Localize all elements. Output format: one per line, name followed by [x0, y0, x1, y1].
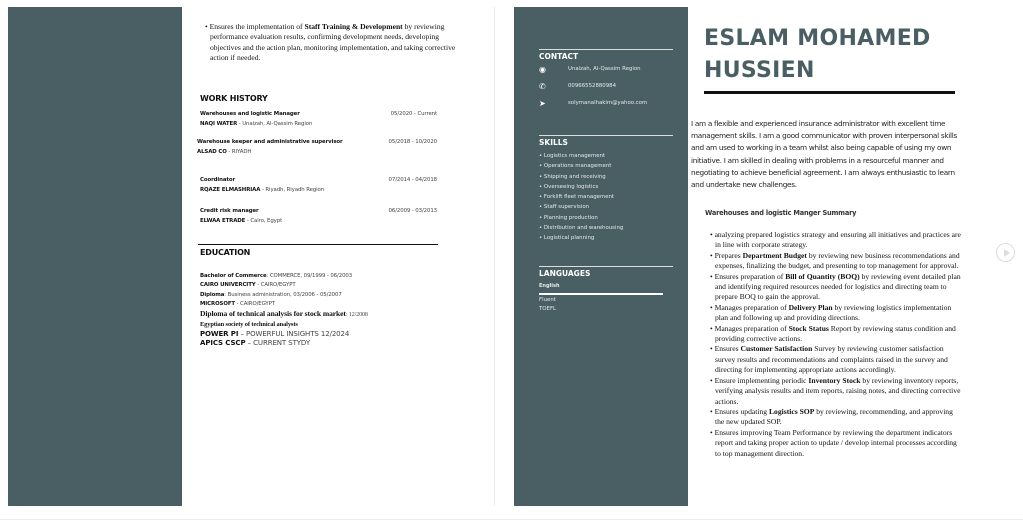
- education-item: Diploma: Business administration, 03/2006 - 05/2007: [200, 291, 342, 298]
- duty-bullet: • Ensure implementing periodic Inventory Stock by reviewing inventory reports, verifying analysis results and item reports, raising notes, and directing corrective actions.: [710, 375, 961, 406]
- page-divider: [494, 7, 495, 506]
- education-item: Diploma of technical analysis for stock market: 12/2008: [200, 309, 368, 319]
- education-item: Egyptian society of technical analysts: [200, 321, 298, 329]
- skill-item: • Distribution and warehousing: [539, 225, 624, 232]
- email-link[interactable]: solymanalhakim@yahoo.com: [568, 100, 648, 107]
- next-page-button[interactable]: [996, 243, 1015, 262]
- skill-item: • Forklift fleet management: [539, 194, 615, 201]
- duty-bullet: • Manages preparation of Delivery Plan by reviewing logistics implementation plan and following up and providing directions.: [710, 302, 952, 323]
- left-page-sidebar: [8, 7, 182, 506]
- skills-heading: SKILLS: [539, 135, 673, 147]
- contact-location: [539, 61, 673, 78]
- page-bottom-line: [0, 519, 1023, 520]
- contact-email[interactable]: [539, 95, 673, 112]
- education-item: MICROSOFT - CAIRO/EGYPT: [200, 300, 275, 307]
- duty-bullet: • analyzing prepared logistics strategy and ensuring all initiatives and practices are in line with corporate strategy.: [710, 230, 961, 250]
- skill-item: • Logistics management: [539, 153, 606, 159]
- contact-section: [539, 49, 673, 112]
- education-list: [200, 272, 450, 348]
- skills-list: [539, 151, 673, 244]
- skill-item: • Overseeing logistics: [539, 183, 599, 190]
- duty-bullet: • Ensures Customer Satisfaction Survey by reviewing customer satisfaction survey results and recommendations and complaints raised in the survey and directing for implementing appropriate actions accordingly.: [710, 344, 948, 375]
- name-line-2: HUSSIEN: [704, 58, 815, 83]
- job-entry: Coordinator RQAZE ELMASHRIAA - Riyadh, Riyadh Region 07/2014 - 04/2018: [200, 177, 437, 193]
- work-history-heading: WORK HISTORY: [200, 94, 268, 103]
- skills-section: [539, 135, 673, 244]
- duty-bullet: • Ensures preparation of Bill of Quantity (BOQ) by reviewing event detailed plan and identifying required resources needed for logistics and directing team to prepare BOQ to gain the approval.: [710, 271, 961, 302]
- skill-item: • Shipping and receiving: [539, 173, 606, 180]
- language-bar: [539, 293, 663, 295]
- education-item: APICS CSCP – CURRENT STYDY: [200, 339, 311, 348]
- send-icon: ➤: [539, 99, 546, 108]
- skill-item: • Staff supervision: [539, 204, 590, 211]
- education-item: POWER PI – POWERFUL INSIGHTS 12/2024: [200, 329, 350, 338]
- contact-text: Unaizah, Al-Qassim Region: [568, 66, 641, 73]
- job-entry: Credit risk manager ELWAA ETRADE - Cairo, Egypt 06/2009 - 03/2013: [200, 208, 437, 224]
- duty-bullet: • Manages preparation of Stock Status Report by reviewing status condition and providing corrective actions.: [710, 323, 956, 344]
- education-item: CAIRO UNIVERCITY - CAIRO/EGYPT: [200, 282, 296, 289]
- contact-phone: [539, 78, 673, 95]
- duties-list: [705, 230, 961, 459]
- language-level: Fluent: [539, 297, 556, 304]
- job-entry: Warehouses and logistic Manager NAQI WATER - Unaizah, Al-Qassim Region 05/2020 - Current: [200, 111, 437, 127]
- summary-text: I am a flexible and experienced insurance administrator with excellent time management skills. I am a good communicator with proven interpersonal skills and am used to working in a team whilst also being capable of using my own initiative. I am skilled in dealing with problems in a resourceful manner and negotiating to achieve beneficial agreement. I am always enthusiastic to learn and undertake new challenges.: [691, 119, 957, 190]
- skill-item: • Operations management: [539, 163, 612, 170]
- play-icon: [1004, 249, 1010, 257]
- education-item: Bachelor of Commerce: COMMERCE, 09/1999 - 06/2003: [200, 273, 353, 279]
- location-pin-icon: ◉: [539, 65, 546, 74]
- languages-section: [539, 266, 673, 314]
- duty-bullet: • Prepares Department Budget by reviewing new business recommendations and expenses, finalizing the budget, and presenting to top management for approval.: [710, 250, 960, 271]
- contact-text: 00966552880984: [568, 83, 617, 90]
- phone-icon: ✆: [539, 82, 546, 91]
- summary-heading: Warehouses and logistic Manger Summary: [705, 209, 857, 217]
- contact-heading: CONTACT: [539, 49, 673, 61]
- job-entry: Warehouse keeper and administrative supervisor ALSAD CO - RIYADH 05/2018 - 10/2020: [197, 139, 437, 155]
- languages-heading: LANGUAGES: [539, 266, 673, 278]
- skill-item: • Planning production: [539, 214, 598, 221]
- language-cert: TOEFL: [539, 306, 557, 313]
- duty-bullet: • Ensures updating Logistics SOP by reviewing, recommending, and approving the new updated SOP.: [710, 406, 953, 427]
- name-line-1: ESLAM MOHAMED: [704, 26, 931, 51]
- education-heading: EDUCATION: [200, 248, 251, 257]
- skill-item: • Logistical planning: [539, 235, 595, 242]
- section-divider: [198, 244, 438, 245]
- language-name: English: [539, 283, 560, 289]
- right-page-sidebar: [514, 7, 688, 506]
- name-underline: [704, 91, 955, 94]
- intro-bullet: • Ensures the implementation of Staff Training & Development by reviewing performance evaluation results, confirming development needs, developing objectives and the action plan, monitoring implementation, and taking corrective action if needed.: [205, 22, 456, 63]
- duty-bullet: • Ensures improving Team Performance by reviewing the department indicators report and taking proper action to update / develop internal processes according to top management direction.: [710, 427, 957, 458]
